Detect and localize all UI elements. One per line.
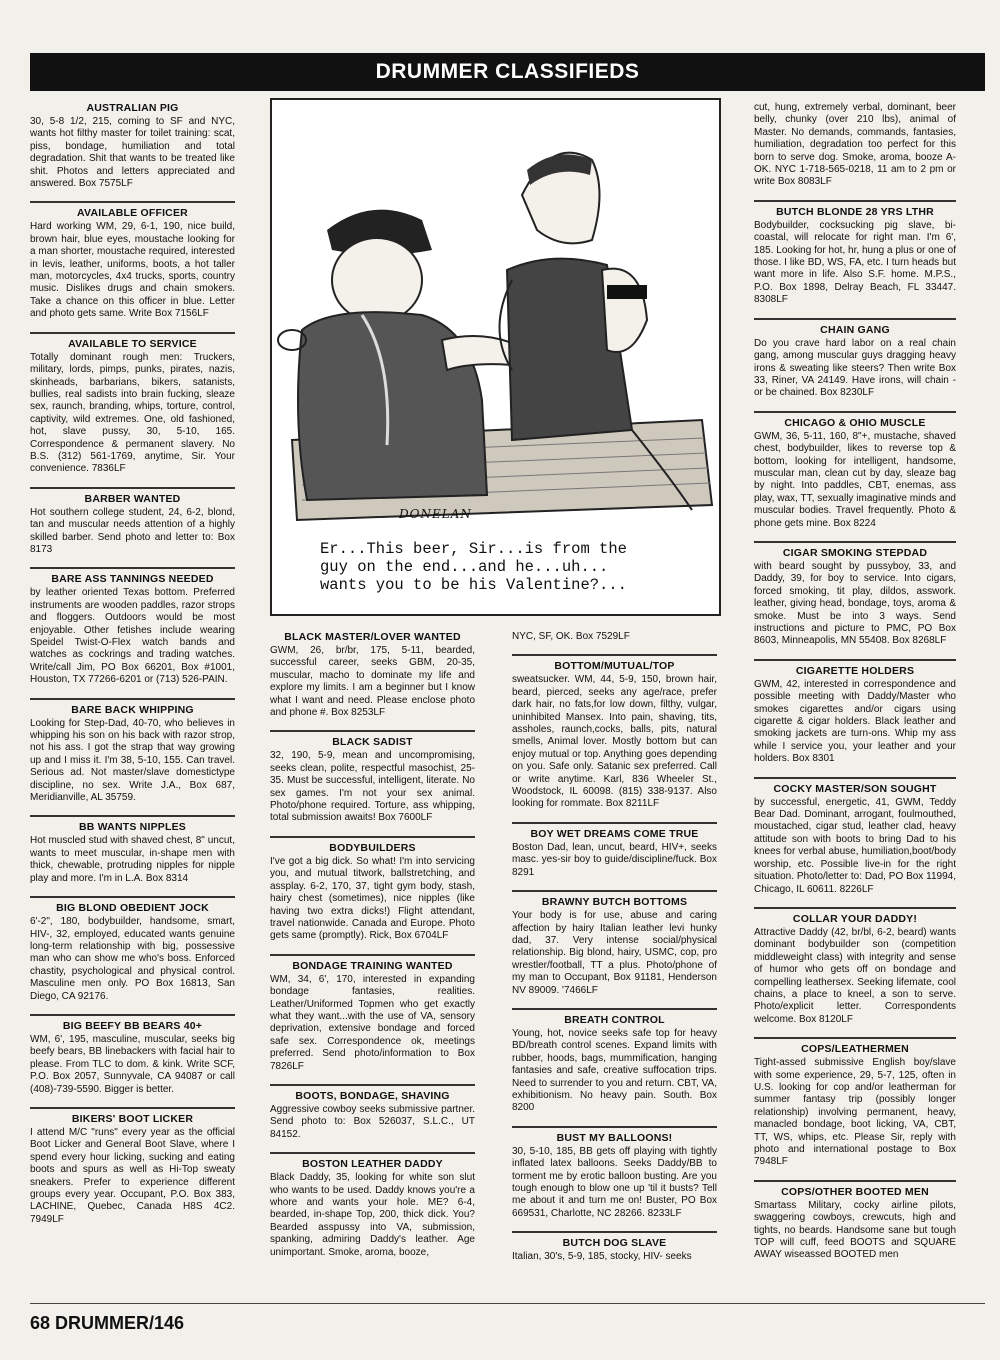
ad-body: Bodybuilder, cocksucking pig slave, bi-coastal, will relocate for right man. I'm 6', 185. Looking for hot, hr, hung a plus or one of those. I like BD, WS, FA, etc. I turn heads but want more in life. Also S.F. home. M.P.S., P.O. Box 1898, Delray Beach, FL 33447. 8308LF	[754, 219, 956, 306]
bottom-rule	[30, 1303, 985, 1304]
classifieds-column-2	[270, 627, 475, 1270]
ad-title: BUTCH BLONDE 28 YRS LTHR	[776, 205, 934, 218]
ad-title: BIG BEEFY BB BEARS 40+	[62, 1019, 203, 1032]
ad-body: Smartass Military, cocky airline pilots, swaggering cowboys, crewcuts, high and tights, no beards. Handsome sane but tough TOP will cuff, feed BOOTS and SQUARE AWAY wiseassed BOOTED men	[754, 1199, 956, 1261]
classified-ad	[30, 698, 235, 805]
classified-ad	[270, 1152, 475, 1259]
ad-title: COLLAR YOUR DADDY!	[792, 912, 918, 925]
classifieds-column-3	[512, 627, 717, 1275]
caption-line-3: wants you to be his Valentine?...	[320, 576, 627, 594]
ad-body: WM, 6', 195, masculine, muscular, seeks big beefy bears, BB linebackers with facial hair to please. From TLC to dom. & kink. Write SCF, P.O. Box 2057, Sunnyvale, CA 94087 or call (408)-739-5590. Bigger is better.	[30, 1033, 235, 1095]
ad-body: Hard working WM, 29, 6-1, 190, nice build, brown hair, blue eyes, moustache looking for a man shorter, moustache required, interested in levis, leather, uniforms, boots, a hot taller man, motorcycles, 4x4 trucks, sports, country music. Dislikes drugs and chain smokers. Take a chance on this officer in blue. Letter and photo gets same. Write Box 7156LF	[30, 221, 235, 320]
ad-title: BOY WET DREAMS COME TRUE	[530, 827, 699, 840]
classified-ad	[754, 1180, 956, 1262]
ad-title: BIKERS' BOOT LICKER	[71, 1112, 194, 1125]
classified-ad	[512, 1126, 717, 1220]
classified-ad	[512, 1008, 717, 1115]
page-footer	[30, 1313, 184, 1334]
ad-body: I've got a big dick. So what! I'm into servicing you, and mutual titwork, ballstretching, and assplay. 6-2, 170, 37, tight gym body, stash, hairy chest (sometimes), nice nipples (like having two extra dicks!) Flight attendant, travel nationwide. Canada and Europe. Photo gets same (promptly). Rick, Box 6704LF	[270, 855, 475, 942]
ad-title: BARBER WANTED	[84, 492, 181, 505]
classified-ad	[512, 822, 717, 879]
classified-ad	[270, 730, 475, 824]
classifieds-header: DRUMMER CLASSIFIEDS	[30, 53, 985, 91]
ad-body: sweatsucker. WM, 44, 5-9, 150, brown hair, beard, pierced, seeks any age/race, prefer dark hair, no fats,for low down, filthy, vulgar, uninhibited Mansex. Into pain, shaving, tits, assholes, raunch,cocks, balls, pits, natural smells, Animal lover. Mostly bottom but can enjoy mutual or top. Anything goes depending on you. Safe only. Satanic sex preferred. Call or write anytime. Karl, 836 Wheeler St., Woodstock, IL 60098. (815) 338-9137. Also looking for rommate. Box 8211LF	[512, 674, 717, 810]
classified-ad	[30, 896, 235, 1003]
ad-body: WM, 34, 6', 170, interested in expanding bondage fantasies, realities. Leather/Uniformed Topmen who get exactly what they want...with the use of VA, sensory deprivation, extensive bondage and forced safe sex. Correspondence ok, meetings preferred. Send photo/information to Box 7826LF	[270, 973, 475, 1072]
classified-ad	[30, 815, 235, 885]
ad-body: 32, 190, 5-9, mean and uncompromising, seeks clean, polite, respectful masochist, 25-35. Must be successful, intelligent, literate. No sex games. I'm not your sex animal. Photo/phone required. Torture, ass whipping, total submission awaits! Box 7600LF	[270, 750, 475, 824]
classified-ad	[30, 332, 235, 476]
classified-ad	[30, 567, 235, 686]
ad-body: GWM, 26, br/br, 175, 5-11, bearded, successful career, seeks GBM, 20-35, muscular, macho to dominate my life and explore my limits. I am a beginner but I know what I want and need. Please enclose photo and phone #. Box 8253LF	[270, 645, 475, 719]
classified-ad	[270, 836, 475, 943]
ad-title: BLACK MASTER/LOVER WANTED	[284, 631, 461, 643]
classified-ad	[270, 1084, 475, 1141]
artist-signature: DONELAN	[399, 507, 472, 521]
ad-title: COCKY MASTER/SON SOUGHT	[773, 782, 937, 795]
classified-ad	[512, 654, 717, 810]
ad-title: BIG BLOND OBEDIENT JOCK	[56, 902, 209, 915]
ad-body: Boston Dad, lean, uncut, beard, HIV+, seeks masc. yes-sir boy to guide/discipline/fuck. Box 8291	[512, 841, 717, 878]
classified-ad	[754, 659, 956, 766]
ad-body: NYC, SF, OK. Box 7529LF	[512, 631, 630, 642]
ad-title: CIGARETTE HOLDERS	[795, 664, 915, 677]
classified-ad	[754, 98, 956, 189]
ad-title: BUST MY BALLOONS!	[556, 1131, 673, 1144]
ad-title: BARE BACK WHIPPING	[71, 703, 194, 716]
ad-body: GWM, 42, interested in correspondence and possible meeting with Daddy/Master who smokes cigarettes and/or cigars using cigarette & cigar holders. Black leather and smoking jackets are turn-ons. Whip my ass while I service you, your leather and your holders. Box 8301	[754, 678, 956, 765]
ad-title: AVAILABLE OFFICER	[77, 207, 188, 220]
caption-line-1: Er...This beer, Sir...is from the	[320, 540, 627, 558]
ad-body: Attractive Daddy (42, br/bl, 6-2, beard) wants dominant bodybuilder son (competition middleweight class) with integrity and sense of humor who gets off on bondage and compelling leathersex. Seeking lifemate, cool chains, a place to kneel, a son to serve. Photo/explicit letter. Correspondents welcome. Box 8120LF	[754, 926, 956, 1025]
ad-title: BOOTS, BONDAGE, SHAVING	[295, 1089, 450, 1102]
ad-body: by leather oriented Texas bottom. Preferred instruments are wooden paddles, razor strops and floggers. Outdoors would be most enjoyable. Other fetishes include wearing Speidel Twist-O-Flex watch bands and watches as cockrings and trading watches. Write/call Jim, PO Box 66201, Box #1001, Houston, TX 77266-6201 or (713) 526-PAIN.	[30, 587, 235, 686]
classified-ad	[512, 627, 717, 643]
ad-body: 30, 5-8 1/2, 215, coming to SF and NYC, wants hot filthy master for toilet training: scat, piss, bondage, humiliation and total degradation. Shit that wants to be treated like shit. Photos and letters appreciated and answered. Box 7575LF	[30, 116, 235, 190]
ad-title: BOTTOM/MUTUAL/TOP	[554, 660, 675, 673]
ad-body: with beard sought by pussyboy, 33, and Daddy, 39, for boy to service. Into cigars, forced smoking, tit play, dildos, asswork. leather, giving head, bondage, toys, aroma & smoke. Must be into 3 ways. Send instructions and picture to PMC, PO Box 8603, Minneapolis, MN 55408. Box 8268LF	[754, 560, 956, 647]
ad-title: AVAILABLE TO SERVICE	[68, 337, 197, 350]
classified-ad	[30, 1014, 235, 1096]
ad-title: CHICAGO & OHIO MUSCLE	[784, 416, 926, 429]
classified-ad	[754, 907, 956, 1026]
ad-body: Hot southern college student, 24, 6-2, blond, tan and muscular needs attention of a highly skilled barber. Send photo and letter to: Box 8173	[30, 506, 235, 555]
ad-body: Totally dominant rough men: Truckers, military, lords, pimps, punks, pirates, nazis, skinheads, barbarians, bikers, satanists, bullies, real sadists into brain fucking, sleaze sex, raunch, branding, whips, torture, control, captivity, wild extremes. One, old fashioned, hot, slave pussy, 30, 5-10, 165. Correspondence & permanent slavery. No B.S. (312) 561-1769, anytime, Sir. Your convenience. 7836LF	[30, 351, 235, 475]
ad-body: cut, hung, extremely verbal, dominant, beer belly, chunky (over 210 lbs), animal of Master. No demands, commands, fantasies, humiliation, degradation too perfect for this born to serve dog. Smoke, aroma, booze A-OK. NYC 1-718-565-0218, 11 am to 2 pm or write Box 8083LF	[754, 102, 956, 188]
cartoon-illustration	[270, 98, 721, 616]
classified-ad	[30, 98, 235, 190]
ad-title: BB WANTS NIPPLES	[78, 821, 187, 834]
ad-body: Italian, 30's, 5-9, 185, stocky, HIV- seeks	[512, 1251, 692, 1263]
ad-title: BONDAGE TRAINING WANTED	[292, 959, 453, 972]
ad-title: BLACK SADIST	[332, 736, 413, 749]
ad-title: COPS/OTHER BOOTED MEN	[781, 1185, 929, 1198]
classified-ad	[754, 200, 956, 307]
ad-body: 30, 5-10, 185, BB gets off playing with tightly inflated latex balloons. Seeks Daddy/BB to torment me by erotic balloon busting. Are you tough enough to blow one up 'til it busts? Tell me about it and turn me on! Buster, PO Box 669531, Charlotte, NC 28266. 8233LF	[512, 1145, 717, 1219]
classifieds-column-4	[754, 98, 956, 1273]
classified-ad	[512, 1231, 717, 1263]
classified-ad	[754, 411, 956, 530]
ad-body: GWM, 36, 5-11, 160, 8"+, mustache, shaved chest, bodybuilder, likes to reverse top & bottom, looking for intelligent, handsome, muscular man, clean cut by day, sleaze bag by night. Into paddles, CBT, enemas, ass play, wax, TT, sexually imaginative minds and muscular bodies. Travel frequently. Photo & phone gets mine. Box 8224	[754, 430, 956, 529]
ad-body: Black Daddy, 35, looking for white son slut who wants to be used. Daddy knows you're a whore and wants your hole. ME? 6-4, bearded, in-shape Top, 200, thick dick. You? Bearded asspussy into VA, submission, spanking, admiring Daddy's leather. Age unimportant. Smoke, aroma, booze,	[270, 1172, 475, 1258]
classifieds-column-1	[30, 98, 235, 1237]
ad-body: Aggressive cowboy seeks submissive partner. Send photo to: Box 526037, S.L.C., UT 84152.	[270, 1103, 475, 1140]
ad-body: Your body is for use, abuse and caring affection by hairy Italian leather levi hunky dad, 37. Very intense social/physical relationship. Big blond, hairy, USMC, cop, pro wrestler/football, TT a plus. Photo/phone of my man to Occupant, Box 91181, Henderson NV 89009. '7466LF	[512, 910, 717, 996]
classified-ad	[754, 1037, 956, 1169]
classified-ad	[754, 541, 956, 648]
classified-ad	[30, 487, 235, 557]
caption-line-2: guy on the end...and he...uh...	[320, 558, 609, 576]
ad-body: Hot muscled stud with shaved chest, 8" uncut, wants to meet muscular, in-shape men with thick, chewable, protruding nipples for nipple play and more. I'm in L.A. Box 8314	[30, 835, 235, 884]
ad-title: COPS/LEATHERMEN	[801, 1043, 909, 1056]
ad-body: Looking for Step-Dad, 40-70, who believes in whipping his son on his back with razor strop, not his ass. I got the strap that way growing up and I miss it. I'm 38, 5-10, 155. Can travel. Serious ad. Not master/slave domestictype discipline, no sex. Write J.A., Box 687, Meridianville, AL 35759.	[30, 717, 235, 804]
classified-ad	[754, 777, 956, 896]
ad-body: 6'-2", 180, bodybuilder, handsome, smart, HIV-, 32, employed, educated wants genuine long-term relationship with big, possessive man who can show me who's boss. Enforced chastity, psychological and physical control. Masculine men only. PO Box 16813, San Diego, CA 92176.	[30, 916, 235, 1002]
ad-body: I attend M/C "runs" every year as the official Boot Licker and General Boot Slave, where I spend every hour licking, sucking and eating boots and spurs as well as Hi-Top sweaty sneakers. Prefer to experience different groups every year. Occupant, P.O. Box 383, LACHINE, Quebec, Canada H8S 4C2. 7949LF	[30, 1126, 235, 1225]
classified-ad	[30, 201, 235, 320]
ad-body: Do you crave hard labor on a real chain gang, among muscular guys dragging heavy irons & sweating like steers? Then write Box 33, Riner, VA 24149. Have irons, will chain - or be chained. Box 8230LF	[754, 337, 956, 399]
ad-body: by successful, energetic, 41, GWM, Teddy Bear Dad. Dominant, arrogant, foulmouthed, moustached, cigar stud, leather clad, heavy attitude son with boots to bring Dad to his knees for verbal abuse, humiliation,boot/body worship, etc. Possible live-in for the right situation. Photo/letter to: Dad, PO Box 11994, Chicago, IL 60611. 8226LF	[754, 796, 956, 895]
classified-ad	[270, 627, 475, 719]
ad-body: Tight-assed submissive English boy/slave with some experience, 29, 5-7, 125, often in U.S. looking for cop and/or leatherman for summer fantasy trip (possibly longer relationship) involving permanent, heavy, manacled bondage, boot licking, VA, CBT, TT, WS, whips, etc. Please Sir, reply with photo and international postage to Box 7948LF	[754, 1057, 956, 1168]
ad-body: Young, hot, novice seeks safe top for heavy BD/breath control scenes. Expand limits with rubber, hoods, bags, mummification, hanging fantasies and safe, creative suffocation trips. Need to surrender to you and return. CBT, VA, exhibitionism. No heavy pain. South. Box 8200	[512, 1027, 717, 1114]
ad-title: BREATH CONTROL	[564, 1013, 665, 1026]
cartoon-caption	[320, 540, 700, 594]
ad-title: CIGAR SMOKING STEPDAD	[782, 546, 928, 559]
ad-title: BRAWNY BUTCH BOTTOMS	[541, 896, 688, 909]
ad-title: BOSTON LEATHER DADDY	[302, 1158, 443, 1171]
cartoon-drawing	[272, 100, 719, 614]
classified-ad	[30, 1107, 235, 1226]
classified-ad	[512, 890, 717, 997]
issue-label: DRUMMER/146	[55, 1313, 185, 1333]
ad-title: BARE ASS TANNINGS NEEDED	[51, 573, 214, 586]
classified-ad	[754, 318, 956, 400]
ad-title: AUSTRALIAN PIG	[86, 102, 179, 114]
ad-title: BUTCH DOG SLAVE	[562, 1237, 667, 1250]
classified-ad	[270, 954, 475, 1073]
ad-title: BODYBUILDERS	[329, 841, 416, 854]
page-number: 68	[30, 1313, 51, 1333]
ad-title: CHAIN GANG	[820, 323, 890, 336]
